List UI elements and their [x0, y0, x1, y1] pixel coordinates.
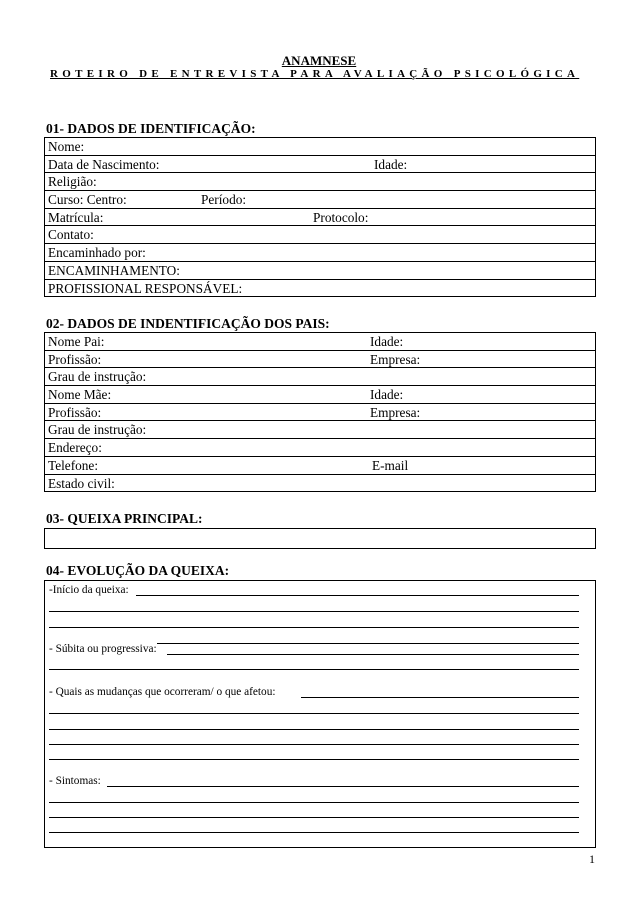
- answer-line[interactable]: [107, 786, 579, 787]
- answer-line[interactable]: [49, 611, 579, 612]
- answer-line[interactable]: [49, 802, 579, 803]
- idade-label: Idade:: [374, 156, 408, 172]
- row-nome-mae[interactable]: Nome Mãe: Idade:: [45, 386, 595, 404]
- periodo-label: Período:: [201, 192, 247, 208]
- row-matricula[interactable]: Matrícula: Protocolo:: [45, 209, 595, 227]
- section1-heading: 01- DADOS DE IDENTIFICAÇÃO:: [46, 121, 256, 136]
- subita-label: - Súbita ou progressiva:: [49, 643, 157, 655]
- row-profissao-pai[interactable]: Profissão: Empresa:: [45, 351, 595, 369]
- answer-line[interactable]: [49, 744, 579, 745]
- mudancas-label: - Quais as mudanças que ocorreram/ o que afetou:: [49, 686, 276, 698]
- row-encaminhado[interactable]: Encaminhado por:: [45, 244, 595, 262]
- answer-line[interactable]: [49, 713, 579, 714]
- row-religiao[interactable]: Religião:: [45, 173, 595, 191]
- section3-heading: 03- QUEIXA PRINCIPAL:: [46, 511, 203, 526]
- document-title: ANAMNESE: [281, 53, 357, 68]
- row-grau-pai[interactable]: Grau de instrução:: [45, 368, 595, 386]
- answer-line[interactable]: [49, 729, 579, 730]
- parents-table: [44, 332, 596, 492]
- row-curso[interactable]: Curso: Centro: Período:: [45, 191, 595, 209]
- answer-line[interactable]: [136, 595, 579, 596]
- section2-heading: 02- DADOS DE INDENTIFICAÇÃO DOS PAIS:: [46, 316, 330, 331]
- answer-line[interactable]: [49, 669, 579, 670]
- inicio-label: -Início da queixa:: [49, 584, 129, 596]
- section4-heading: 04- EVOLUÇÃO DA QUEIXA:: [46, 563, 230, 578]
- row-telefone[interactable]: Telefone: E-mail: [45, 457, 595, 475]
- row-profissional[interactable]: PROFISSIONAL RESPONSÁVEL:: [45, 280, 595, 298]
- row-contato[interactable]: Contato:: [45, 226, 595, 244]
- row-nome[interactable]: Nome:: [45, 138, 595, 156]
- answer-line[interactable]: [49, 759, 579, 760]
- evolucao-queixa-box[interactable]: [44, 580, 596, 848]
- answer-line[interactable]: [49, 832, 579, 833]
- document-subtitle: ROTEIRO DE ENTREVISTA PARA AVALIAÇÃO PSICOLÓGICA: [50, 68, 580, 80]
- answer-line[interactable]: [49, 627, 579, 628]
- row-grau-mae[interactable]: Grau de instrução:: [45, 421, 595, 439]
- row-encaminhamento[interactable]: ENCAMINHAMENTO:: [45, 262, 595, 280]
- protocolo-label: Protocolo:: [313, 209, 369, 225]
- page-number: 1: [589, 852, 595, 866]
- answer-line[interactable]: [301, 697, 579, 698]
- row-endereco[interactable]: Endereço:: [45, 439, 595, 457]
- row-profissao-mae[interactable]: Profissão: Empresa:: [45, 404, 595, 422]
- identification-table: [44, 137, 596, 297]
- row-nome-pai[interactable]: Nome Pai: Idade:: [45, 333, 595, 351]
- answer-line[interactable]: [167, 654, 579, 655]
- row-nascimento[interactable]: Data de Nascimento: Idade:: [45, 156, 595, 174]
- sintomas-label: - Sintomas:: [49, 775, 101, 787]
- answer-line[interactable]: [49, 817, 579, 818]
- queixa-principal-box[interactable]: [44, 528, 596, 549]
- row-estado-civil[interactable]: Estado civil:: [45, 475, 595, 493]
